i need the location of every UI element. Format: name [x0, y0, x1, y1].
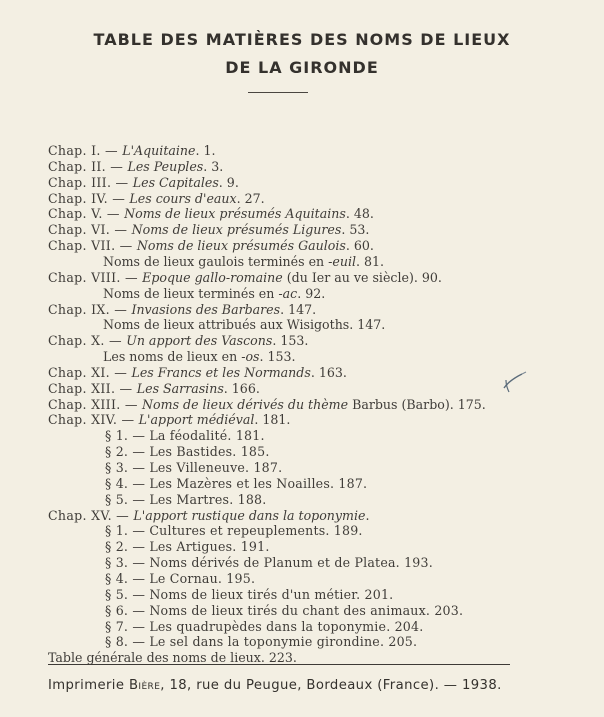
chapter-page: . 166.: [223, 381, 260, 396]
chapter-page: . 9.: [218, 175, 239, 190]
subentry-suffix: -os: [241, 349, 260, 364]
chapter-page: . 48.: [345, 206, 374, 221]
chapter-entry: [48, 366, 347, 380]
chapter-entry: [48, 303, 316, 317]
chapter-title: L'apport médiéval: [138, 412, 255, 427]
imprint-address: , 18, rue du Peugue, Bordeaux (France). — 1938.: [160, 678, 502, 693]
chapter-entry: [48, 271, 442, 285]
section-entry: § 1. — La féodalité. 181.: [105, 428, 265, 443]
chapter-entry: [48, 239, 374, 253]
section-entry: § 4. — Le Cornau. 195.: [105, 571, 256, 586]
printer-imprint: [48, 678, 502, 693]
chapter-number: Chap. XII. —: [48, 381, 137, 396]
chapter-entry: [48, 509, 369, 523]
subentry-page: . 92.: [297, 286, 326, 301]
subentry: [103, 318, 385, 332]
section-entry: § 3. — Les Villeneuve. 187.: [105, 460, 283, 475]
chapter-page: . 60.: [345, 238, 374, 253]
section-entry: § 5. — Les Martres. 188.: [105, 492, 267, 507]
chapter-number: Chap. IX. —: [48, 302, 132, 317]
chapter-title: Invasions des Barbares: [131, 302, 281, 317]
chapter-number: Chap. III. —: [48, 175, 133, 190]
chapter-page: . 1.: [195, 143, 216, 158]
subentry-suffix: -euil: [328, 254, 357, 269]
section-entry: § 5. — Noms de lieux tirés d'un métier. 201.: [105, 587, 394, 602]
subentry: [103, 350, 296, 364]
chapter-entry: [48, 334, 308, 348]
chapter-page: (du Ier au ve siècle). 90.: [282, 270, 442, 285]
section-entry: § 2. — Les Artigues. 191.: [105, 539, 270, 554]
chapter-title: Epoque gallo-romaine: [142, 270, 283, 285]
chapter-number: Chap. X. —: [48, 333, 127, 348]
chapter-title: L'apport rustique dans la toponymie: [133, 508, 366, 523]
subentry-suffix: -ac: [278, 286, 298, 301]
chapter-number: Chap. XIII. —: [48, 397, 143, 412]
page-subtitle: DE LA GIRONDE: [225, 58, 379, 77]
chapter-page: . 53.: [341, 222, 370, 237]
subentry-text: Noms de lieux terminés en: [103, 286, 279, 301]
chapter-number: Chap. XIV. —: [48, 412, 139, 427]
chapter-title: Les Peuples: [127, 159, 204, 174]
chapter-page: . 147.: [280, 302, 317, 317]
chapter-entry: [48, 192, 265, 206]
chapter-entry: [48, 413, 290, 427]
chapter-page: . 3.: [203, 159, 224, 174]
chapter-number: Chap. VIII. —: [48, 270, 143, 285]
section-entry: § 3. — Noms dérivés de Planum et de Platea. 193.: [105, 555, 433, 570]
chapter-number: Chap. VII. —: [48, 238, 137, 253]
chapter-title: Les Sarrasins: [136, 381, 224, 396]
subentry-page: . 81.: [356, 254, 385, 269]
subentry-text: Noms de lieux gaulois terminés en: [103, 254, 329, 269]
chapter-page: . 163.: [310, 365, 347, 380]
chapter-number: Chap. V. —: [48, 206, 125, 221]
chapter-number: Chap. VI. —: [48, 222, 132, 237]
pencil-mark-icon: [500, 368, 530, 396]
chapter-entry: [48, 382, 260, 396]
section-entry: § 6. — Noms de lieux tirés du chant des animaux. 203.: [105, 603, 464, 618]
chapter-page: . 153.: [272, 333, 309, 348]
chapter-title: Les Capitales: [132, 175, 219, 190]
chapter-entry: [48, 144, 216, 158]
section-entry: § 8. — Le sel dans la toponymie girondine. 205.: [105, 634, 418, 649]
page-title: TABLE DES MATIÈRES DES NOMS DE LIEUX: [93, 30, 511, 49]
chapter-entry: [48, 176, 239, 190]
section-entry: § 7. — Les quadrupèdes dans la toponymie. 204.: [105, 619, 424, 634]
chapter-title: Noms de lieux présumés Gaulois: [136, 238, 346, 253]
chapter-number: Chap. IV. —: [48, 191, 130, 206]
subentry-text: Les noms de lieux en: [103, 349, 242, 364]
chapter-title: L'Aquitaine: [122, 143, 196, 158]
subentry: [103, 255, 384, 269]
chapter-entry: [48, 223, 369, 237]
chapter-title: Noms de lieux présumés Ligures: [131, 222, 342, 237]
section-entry: § 4. — Les Mazères et les Noailles. 187.: [105, 476, 368, 491]
chapter-number: Chap. II. —: [48, 159, 128, 174]
imprint-prefix: Imprimerie: [48, 678, 129, 693]
chapter-page: . 181.: [254, 412, 291, 427]
chapter-number: Chap. XV. —: [48, 508, 134, 523]
section-entry: § 1. — Cultures et repeuplements. 189.: [105, 523, 363, 538]
chapter-page: .: [365, 508, 370, 523]
printer-name: Bière: [128, 678, 161, 693]
subentry-page: . 153.: [259, 349, 296, 364]
chapter-page: Barbus (Barbo). 175.: [348, 397, 486, 412]
chapter-page: . 27.: [236, 191, 265, 206]
chapter-title: Les cours d'eaux: [129, 191, 237, 206]
chapter-title: Les Francs et les Normands: [131, 365, 311, 380]
section-entry: § 2. — Les Bastides. 185.: [105, 444, 270, 459]
subentry-text: Noms de lieux attribués aux Wisigoths. 147.: [103, 317, 386, 332]
chapter-title: Noms de lieux présumés Aquitains: [124, 206, 346, 221]
chapter-title: Un apport des Vascons: [126, 333, 273, 348]
chapter-entry: [48, 160, 223, 174]
chapter-entry: [48, 207, 374, 221]
chapter-title: Noms de lieux dérivés du thème: [142, 397, 349, 412]
chapter-number: Chap. XI. —: [48, 365, 132, 380]
general-table-entry: Table générale des noms de lieux. 223.: [48, 650, 297, 665]
chapter-entry: [48, 398, 486, 412]
footer-divider: [48, 664, 510, 665]
chapter-number: Chap. I. —: [48, 143, 123, 158]
subentry: [103, 287, 325, 301]
